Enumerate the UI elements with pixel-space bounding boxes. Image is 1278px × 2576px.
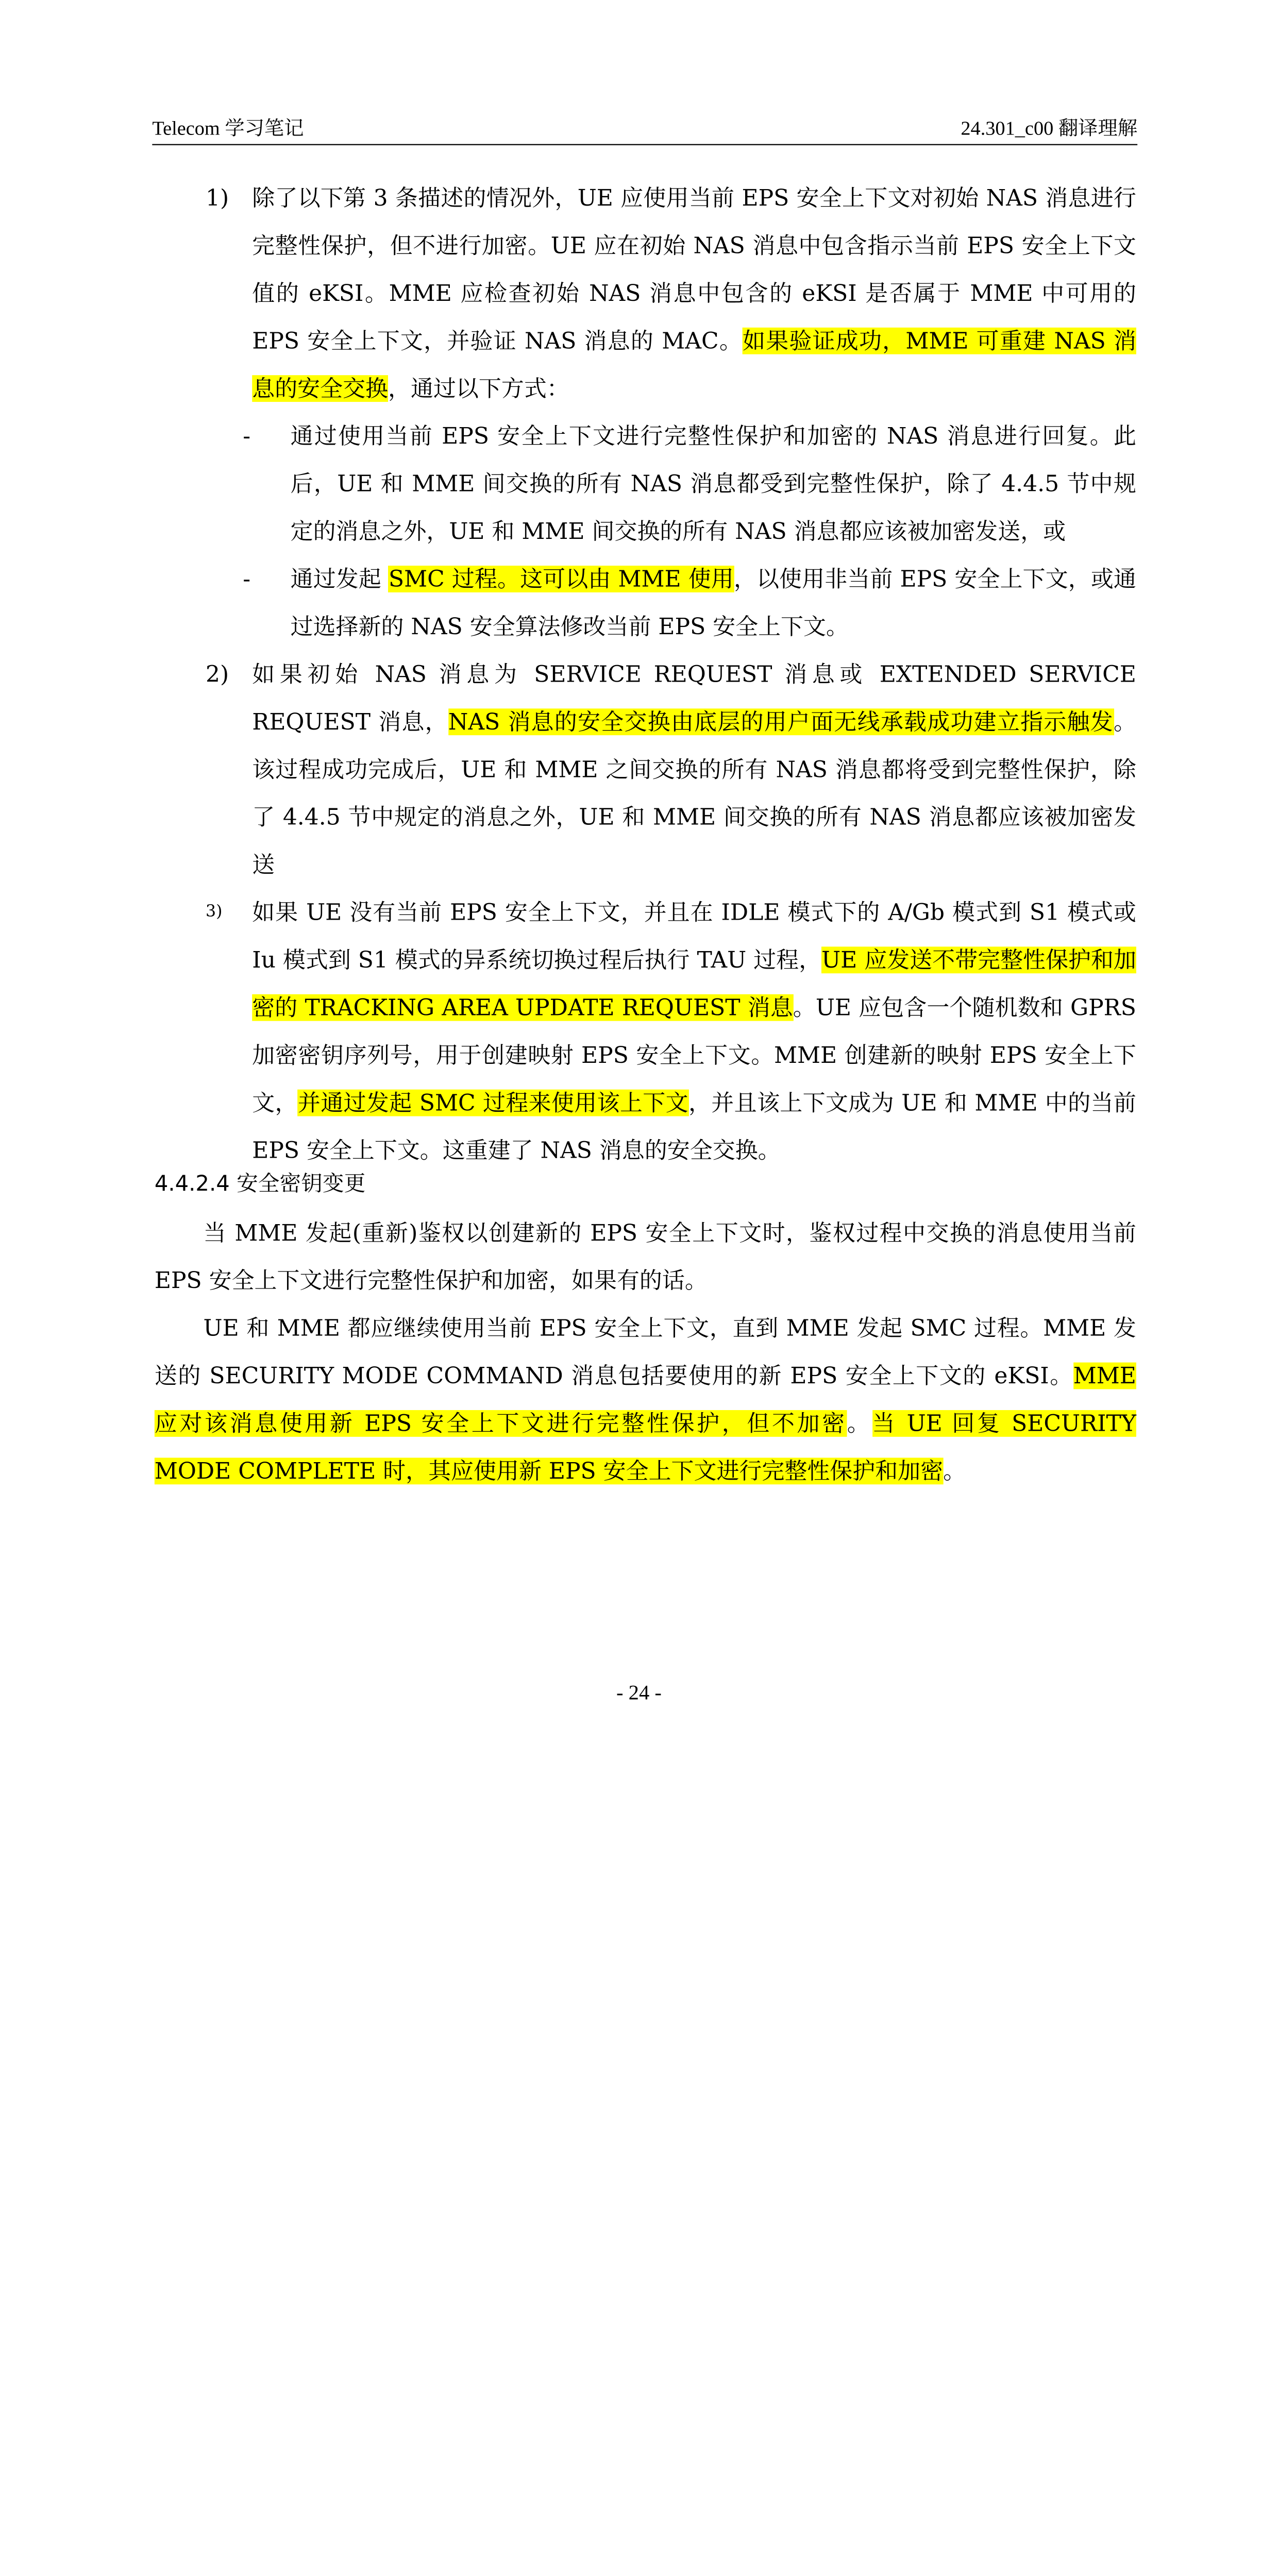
paragraph-text: 。 bbox=[847, 1410, 872, 1437]
section-title: 安全密钥变更 bbox=[237, 1172, 366, 1197]
list-item-1 bbox=[206, 174, 1136, 412]
item-text: 通过使用当前 EPS 安全上下文进行完整性保护和加密的 NAS 消息进行回复。此后，UE 和 MME 间交换的所有 NAS 消息都受到完整性保护，除了 4.4.5 节中规定的消息之外，UE 和 MME 间交换的所有 NAS 消息都应该被加密发送，或 bbox=[290, 422, 1136, 545]
highlighted-text: UE 应发送不带完整性保护和加密的 TRACKING AREA UPDATE REQUEST 消息 bbox=[252, 946, 1136, 1021]
paragraph-2 bbox=[155, 1304, 1136, 1495]
dash-bullet: - bbox=[243, 422, 251, 450]
list-item-3 bbox=[206, 889, 1136, 1175]
item-text: 如果 UE 没有当前 EPS 安全上下文，并且在 IDLE 模式下的 A/Gb 模式到 S1 模式或 Iu 模式到 S1 模式的异系统切换过程后执行 TAU 过程， bbox=[252, 899, 1136, 974]
item-text: 如果初始 NAS 消息为 SERVICE REQUEST 消息或 EXTENDED SERVICE REQUEST 消息， bbox=[252, 660, 1136, 736]
item-text: 。该过程成功完成后，UE 和 MME 之间交换的所有 NAS 消息都将受到完整性保护，除了 4.4.5 节中规定的消息之外，UE 和 MME 间交换的所有 NAS 消息都应该被加密发送 bbox=[252, 708, 1136, 878]
highlighted-text: 如果验证成功，MME 可重建 NAS 消息的安全交换 bbox=[252, 327, 1136, 402]
highlighted-text: NAS 消息的安全交换由底层的用户面无线承载成功建立指示触发 bbox=[448, 708, 1114, 736]
item-text: ，并且该上下文成为 UE 和 MME 中的当前 EPS 安全上下文。这重建了 NAS 消息的安全交换。 bbox=[252, 1089, 1136, 1164]
item-text: ，通过以下方式： bbox=[388, 375, 569, 402]
list-number: 2) bbox=[206, 660, 229, 688]
section-number: 4.4.2.4 bbox=[154, 1172, 230, 1197]
header-divider bbox=[152, 144, 1137, 145]
item-text: 。UE 应包含一个随机数和 GPRS 加密密钥序列号，用于创建映射 EPS 安全上下文。MME 创建新的映射 EPS 安全上下文， bbox=[252, 994, 1136, 1116]
paragraph-1: 当 MME 发起(重新)鉴权以创建新的 EPS 安全上下文时，鉴权过程中交换的消息使用当前 EPS 安全上下文进行完整性保护和加密，如果有的话。 bbox=[154, 1219, 1136, 1294]
list-number: 3) bbox=[206, 902, 223, 921]
dash-bullet: - bbox=[243, 565, 251, 592]
sub-item-1 bbox=[243, 412, 1136, 555]
header-title: Telecom 学习笔记 bbox=[152, 117, 304, 140]
header-doc-id: 24.301_c00 翻译理解 bbox=[961, 117, 1138, 140]
list-number: 1) bbox=[206, 184, 229, 212]
document-body bbox=[155, 174, 1136, 1495]
highlighted-text: 当 UE 回复 SECURITY MODE COMPLETE 时，其应使用新 EPS 安全上下文进行完整性保护和加密 bbox=[154, 1410, 1136, 1485]
paragraph-text: 。 bbox=[943, 1458, 966, 1485]
item-text: ，以使用非当前 EPS 安全上下文，或通过选择新的 NAS 安全算法修改当前 EPS 安全上下文。 bbox=[290, 565, 1136, 640]
item-text: 除了以下第 3 条描述的情况外，UE 应使用当前 EPS 安全上下文对初始 NAS 消息进行完整性保护，但不进行加密。UE 应在初始 NAS 消息中包含指示当前 EPS 安全上下文值的 eKSI。MME 应检查初始 NAS 消息中包含的 eKSI 是否属于 MME 中可用的 EPS 安全上下文，并验证 NAS 消息的 MAC。 bbox=[252, 184, 1136, 354]
highlighted-text: 并通过发起 SMC 过程来使用该上下文 bbox=[297, 1089, 688, 1116]
paragraph-text: UE 和 MME 都应继续使用当前 EPS 安全上下文，直到 MME 发起 SMC 过程。MME 发送的 SECURITY MODE COMMAND 消息包括要使用的新 EPS 安全上下文的 eKSI。 bbox=[154, 1315, 1136, 1389]
list-item-2 bbox=[206, 651, 1136, 889]
highlighted-text: MME 应对该消息使用新 EPS 安全上下文进行完整性保护，但不加密 bbox=[154, 1362, 1136, 1437]
page-number: - 24 - bbox=[616, 1681, 662, 1704]
sub-item-2 bbox=[243, 555, 1136, 651]
item-text: 通过发起 bbox=[290, 565, 389, 592]
page-header bbox=[152, 111, 1137, 142]
highlighted-text: SMC 过程。这可以由 MME 使用 bbox=[389, 565, 734, 592]
